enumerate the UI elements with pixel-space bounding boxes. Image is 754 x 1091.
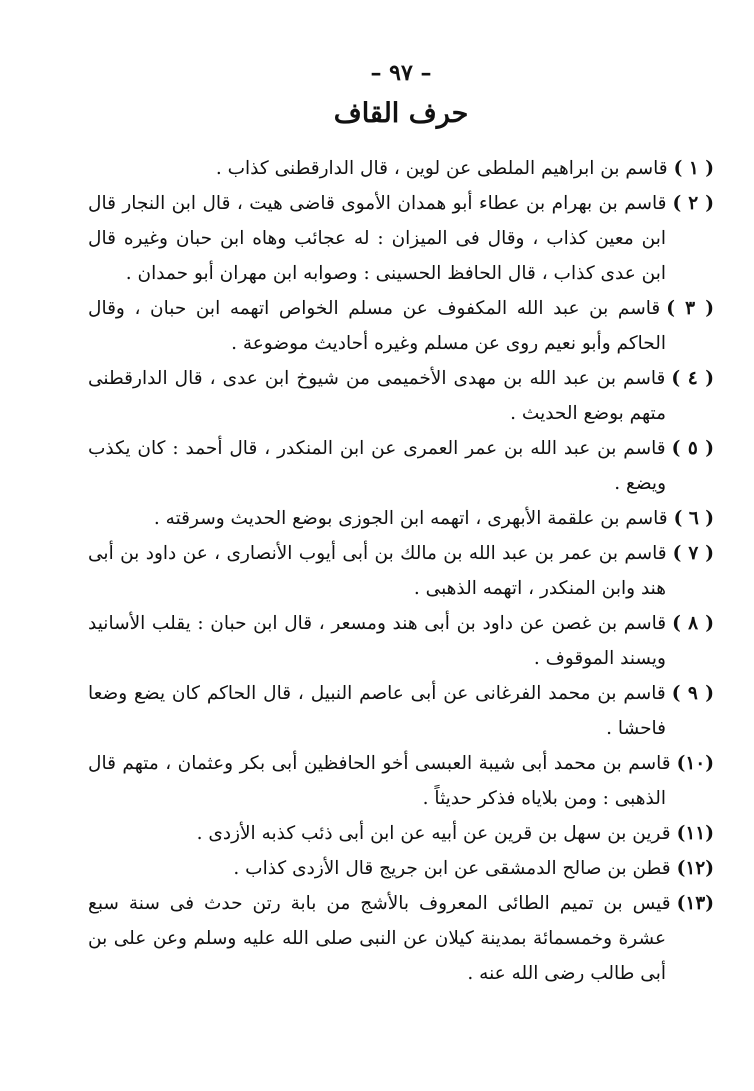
entry-number: ( ٨ ) bbox=[672, 613, 714, 634]
entry-text: قاسم بن عبد الله بن عمر العمرى عن ابن المنكدر ، قال أحمد : كان يكذب ويضع . bbox=[88, 438, 666, 494]
entry-text: قاسم بن عمر بن عبد الله بن مالك بن أبى أيوب الأنصارى ، عن داود بن أبى هند وابن المنكدر ، اتهمه الذهبى . bbox=[88, 543, 667, 599]
entry-text: قاسم بن محمد أبى شيبة العبسى أخو الحافظين أبى بكر وعثمان ، متهم قال الذهبى : ومن بلاياه فذكر حديثاً . bbox=[88, 753, 671, 809]
entry-text: قاسم بن غصن عن داود بن أبى هند ومسعر ، قال ابن حبان : يقلب الأسانيد ويسند الموقوف . bbox=[88, 613, 667, 669]
section-title: حرف القاف bbox=[333, 98, 469, 129]
entry-text: قاسم بن ابراهيم الملطى عن لوين ، قال الدارقطنى كذاب . bbox=[215, 158, 668, 179]
entry-number: (١٠) bbox=[676, 753, 714, 774]
entry bbox=[88, 186, 714, 291]
entry-number: ( ١ ) bbox=[673, 158, 714, 179]
entry-number: (١٢) bbox=[676, 858, 714, 879]
entry-text: قاسم بن محمد الفرغانى عن أبى عاصم النبيل ، قال الحاكم كان يضع وضعا فاحشا . bbox=[88, 683, 666, 739]
entry bbox=[88, 746, 714, 816]
entry-number: ( ٥ ) bbox=[671, 438, 715, 459]
entry-list bbox=[88, 151, 714, 991]
entry bbox=[88, 361, 714, 431]
entry bbox=[88, 886, 714, 991]
entry-number: ( ٧ ) bbox=[672, 543, 714, 564]
entry-text: قاسم بن علقمة الأبهرى ، اتهمه ابن الجوزى بوضع الحديث وسرقته . bbox=[153, 508, 668, 529]
page-number: – ٩٧ – bbox=[370, 60, 432, 86]
entry bbox=[88, 151, 714, 186]
entry bbox=[88, 501, 714, 536]
entry bbox=[88, 816, 714, 851]
entry-number: ( ٦ ) bbox=[673, 508, 714, 529]
entry-text: قاسم بن بهرام بن عطاء أبو همدان الأموى قاضى هيت ، قال ابن النجار قال ابن معين كذاب ، وقال فى الميزان : له عجائب وهاه ابن حبان وغيره قال ابن عدى كذاب ، قال الحافظ الحسينى : وصوابه ابن مهران أبو حمدان . bbox=[88, 193, 667, 284]
entry-number: ( ٤ ) bbox=[671, 368, 715, 389]
entry-text: قرين بن سهل بن قرين عن أبيه عن ابن أبى ذئب كذبه الأزدى . bbox=[196, 823, 671, 844]
entry-text: قاسم بن عبد الله المكفوف عن مسلم الخواص اتهمه ابن حبان ، وقال الحاكم وأبو نعيم روى عن مسلم وغيره أحاديث موضوعة . bbox=[88, 298, 666, 354]
entry bbox=[88, 676, 714, 746]
entry-text: قيس بن تميم الطائى المعروف بالأشج من بابة رتن حدث فى سنة سبع عشرة وخمسمائة بمدينة كيلان عن النبى صلى الله عليه وسلم وعن على بن أبى طالب رضى الله عنه . bbox=[88, 893, 671, 984]
entry-number: (١١) bbox=[676, 823, 714, 844]
entry bbox=[88, 291, 714, 361]
entry-number: (١٣) bbox=[676, 893, 714, 914]
entry-text: قاسم بن عبد الله بن مهدى الأخميمى من شيوخ ابن عدى ، قال الدارقطنى متهم بوضع الحديث . bbox=[88, 368, 666, 424]
entry-number: ( ٢ ) bbox=[672, 193, 714, 214]
entry-text: قطن بن صالح الدمشقى عن ابن جريج قال الأزدى كذاب . bbox=[233, 858, 671, 879]
entry bbox=[88, 536, 714, 606]
entry bbox=[88, 851, 714, 886]
entry-number: ( ٩ ) bbox=[671, 683, 715, 704]
entry bbox=[88, 606, 714, 676]
entry bbox=[88, 431, 714, 501]
entry-number: ( ٣ ) bbox=[666, 298, 715, 319]
